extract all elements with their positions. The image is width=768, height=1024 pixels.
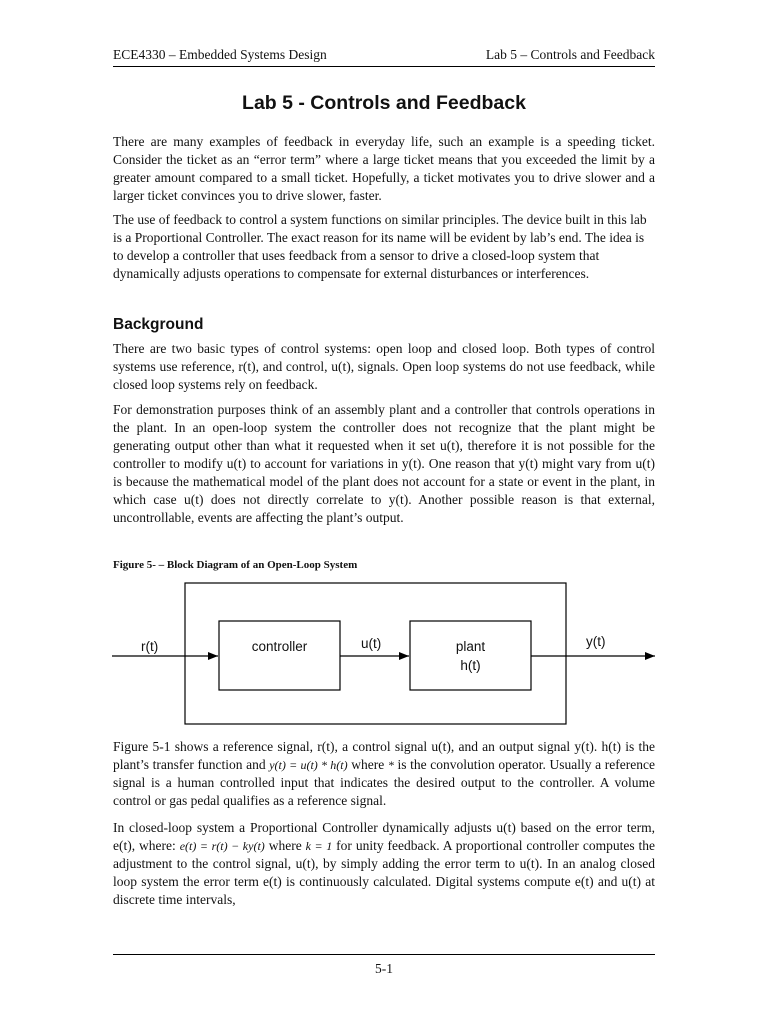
- background-paragraph-2: For demonstration purposes think of an assembly plant and a controller that controls operations in the plant. In an open-loop system the controller does not recognize that the plant might be generating output other than what it requested when it set u(t), therefore it is not possible for the controller to modify u(t) to account for variations in y(t). One reason that y(t) might vary from u(t) is because the mathematical model of the plant does not account for a state or event in the plant, in which case u(t) does not directly correlate to y(t). Another possible reason is that external, uncontrollable, events are affecting the plant’s output.: [113, 402, 655, 525]
- controller-label: controller: [251, 639, 308, 654]
- header-lab: Lab 5 – Controls and Feedback: [485, 47, 655, 62]
- controller-block: [219, 621, 340, 690]
- intro-paragraph-2: The use of feedback to control a system functions on similar principles. The device built in this lab is a Proportional Controller. The exact reason for its name will be evident by lab’s end. The idea is to develop a controller that uses feedback from a sensor to drive a closed-loop system that dynamically adjusts operations to compensate for external disturbances or interferences.: [113, 212, 647, 281]
- header-course: ECE4330 – Embedded Systems Design: [113, 47, 327, 62]
- footer-rule: [113, 954, 655, 955]
- background-paragraph-1: There are two basic types of control systems: open loop and closed loop. Both types of control systems use reference, r(t), and control, u(t), signals. Open loop systems do not use feedback, while closed loop systems rely on feedback.: [113, 341, 655, 392]
- output-label: y(t): [586, 634, 606, 649]
- plant-block: [410, 621, 531, 690]
- control-signal-label: u(t): [361, 636, 382, 651]
- figure-caption: Figure 5- – Block Diagram of an Open-Loop System: [113, 559, 358, 571]
- figure-description-paragraph: Figure 5-1 shows a reference signal, r(t), a control signal u(t), and an output signal y(t). h(t) is the plant’s transfer function and y(t) = u(t) * h(t) where * is the convolution operator. Usually a reference signal is a human controlled input that indicates the desired output to the controller. A volume control or gas pedal qualifies as a reference signal.: [113, 739, 655, 808]
- page-number: 5-1: [375, 961, 393, 976]
- convolution-operator: *: [387, 758, 394, 772]
- closed-loop-paragraph: In closed-loop system a Proportional Controller dynamically adjusts u(t) based on the error term, e(t), where: e(t) = r(t) − ky(t) where k = 1 for unity feedback. A proportional controller computes the adjustment to the control signal, u(t), by simply adding the error term to u(t). In an analog closed loop system the error term e(t) is continuously calculated. Digital systems compute e(t) and u(t) at discrete time intervals,: [113, 820, 655, 907]
- page-title: Lab 5 - Controls and Feedback: [242, 92, 526, 114]
- input-label: r(t): [141, 639, 159, 654]
- plant-label: plant: [455, 639, 486, 654]
- gain-equation: k = 1: [305, 839, 333, 853]
- intro-paragraph-1: There are many examples of feedback in everyday life, such an example is a speeding ticket. Consider the ticket as an “error term” where a large ticket means that you exceeded the limit by a greater amount compared to a small ticket. Hopefully, a ticket motivates you to drive slower and a larger ticket convinces you to drive slower, faster.: [113, 134, 655, 203]
- error-term-equation: e(t) = r(t) − ky(t): [179, 839, 265, 853]
- convolution-equation: y(t) = u(t) * h(t): [269, 758, 348, 772]
- section-heading-background: Background: [113, 316, 204, 333]
- plant-transfer-label: h(t): [460, 658, 481, 673]
